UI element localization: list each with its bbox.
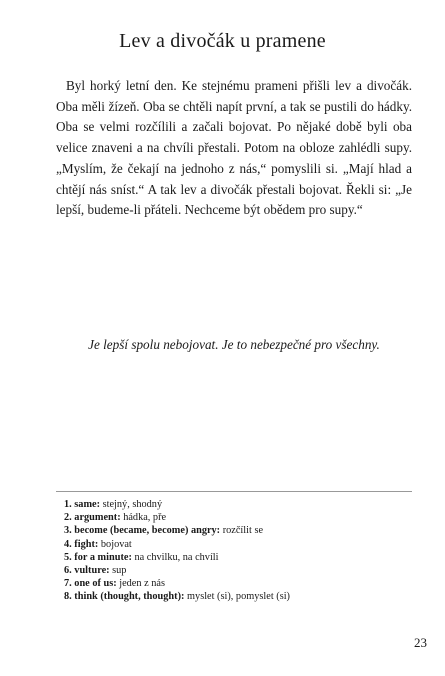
vocabulary-translation: stejný, shodný	[102, 499, 163, 510]
vocabulary-item	[64, 564, 414, 577]
vocabulary-item	[64, 511, 414, 524]
story-text	[56, 76, 412, 221]
story-title: Lev a divočák u pramene	[119, 30, 326, 52]
vocabulary-term: 3. become (became, become) angry:	[64, 525, 221, 537]
story-paragraph: Byl horký letní den. Ke stejnému prameni přišli lev a divočák. Oba měli žízeň. Oba se chtěli napít první, a tak se pustili do hádky. Oba se velmi rozčílili a začali bojovat. Po nějaké době byli oba velice znaveni a na chvíli přestali. Potom na obloze zahlédli supy. „Myslím, že čekají na jednoho z nás,“ pomyslili si. „Mají hlad a chtějí nás sníst.“ A tak lev a divočák přestali bojovat. Řekli si: „Je lepší, budeme-li přáteli. Nechceme být obědem pro supy.“	[56, 78, 412, 218]
vocabulary-translation: sup	[112, 565, 127, 577]
vocabulary-translation: jeden z nás	[119, 578, 165, 590]
vocabulary-item	[64, 538, 414, 551]
footnote-divider	[56, 491, 412, 492]
story-moral: Je lepší spolu nebojovat. Je to nebezpečné pro všechny.	[88, 337, 380, 352]
vocabulary-item	[64, 551, 414, 564]
vocabulary-translation: hádka, pře	[123, 512, 167, 524]
vocabulary-translation: bojovat	[100, 538, 132, 550]
vocabulary-list	[64, 498, 414, 604]
vocabulary-item	[64, 498, 414, 511]
vocabulary-term: 7. one of us:	[64, 578, 117, 590]
vocabulary-term: 6. vulture:	[64, 565, 110, 577]
vocabulary-item	[64, 524, 414, 537]
vocabulary-term: 1. same:	[64, 499, 101, 510]
vocabulary-translation: rozčílit se	[222, 525, 264, 537]
vocabulary-translation: myslet (si), pomyslet (si)	[187, 591, 290, 603]
vocabulary-translation: na chvilku, na chvíli	[134, 551, 219, 563]
vocabulary-term: 4. fight:	[64, 538, 99, 550]
vocabulary-term: 2. argument:	[64, 512, 121, 524]
page-number: 23	[414, 635, 427, 650]
vocabulary-term: 8. think (thought, thought):	[64, 591, 185, 603]
vocabulary-item	[64, 590, 414, 603]
vocabulary-term: 5. for a minute:	[64, 551, 132, 563]
vocabulary-item	[64, 577, 414, 590]
